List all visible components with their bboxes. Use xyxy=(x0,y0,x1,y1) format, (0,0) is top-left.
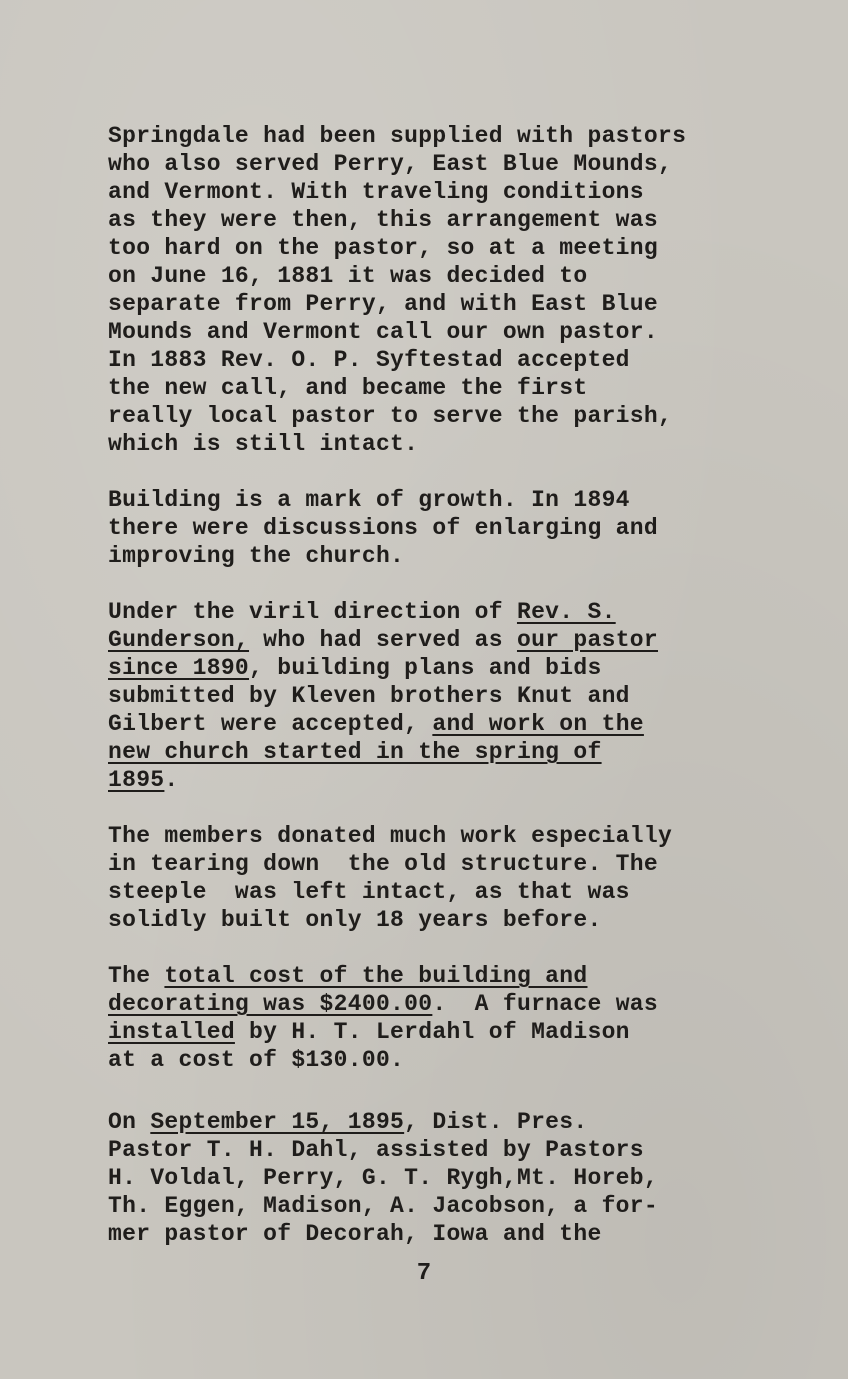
text-line: installed by H. T. Lerdahl of Madison xyxy=(108,1019,630,1045)
text-line: submitted by Kleven brothers Knut and xyxy=(108,683,630,709)
underlined-text: total cost of the building and xyxy=(164,963,588,989)
text-line: mer pastor of Decorah, Iowa and the xyxy=(108,1221,602,1247)
text-line: Pastor T. H. Dahl, assisted by Pastors xyxy=(108,1137,644,1163)
text-line: Gunderson, who had served as our pastor xyxy=(108,627,659,653)
text-line: separate from Perry, and with East Blue xyxy=(108,291,658,317)
text-line: The total cost of the building and xyxy=(108,963,588,989)
text-line: who also served Perry, East Blue Mounds, xyxy=(108,151,673,177)
text-line: solidly built only 18 years before. xyxy=(108,907,602,933)
underlined-text: and work on the xyxy=(432,711,644,737)
paragraph-6 xyxy=(108,1108,788,1248)
underlined-text: installed xyxy=(108,1019,235,1045)
paragraph-3 xyxy=(108,598,788,794)
text-line: Gilbert were accepted, and work on the xyxy=(108,711,644,737)
text-line: and Vermont. With traveling conditions xyxy=(108,179,644,205)
underlined-text: 1895 xyxy=(108,767,165,793)
text-line: the new call, and became the first xyxy=(108,375,588,401)
paragraph-5 xyxy=(108,962,788,1074)
text-line: Springdale had been supplied with pastors xyxy=(108,123,687,149)
text-line: really local pastor to serve the parish, xyxy=(108,403,673,429)
underlined-text: September 15, 1895 xyxy=(150,1109,405,1135)
paragraph-1 xyxy=(108,122,788,458)
text-line: Under the viril direction of Rev. S. xyxy=(108,599,616,625)
text-line: in tearing down the old structure. The xyxy=(108,851,658,877)
text-line: too hard on the pastor, so at a meeting xyxy=(108,235,658,261)
paragraph-gap xyxy=(108,934,788,962)
text-line: there were discussions of enlarging and xyxy=(108,515,658,541)
text-line: at a cost of $130.00. xyxy=(108,1047,405,1073)
paragraph-gap xyxy=(108,1074,788,1102)
paragraph-gap xyxy=(108,458,788,486)
paragraph-gap xyxy=(108,794,788,822)
text-line: On September 15, 1895, Dist. Pres. xyxy=(108,1109,588,1135)
underlined-text: Rev. S. xyxy=(516,599,616,625)
typewritten-text xyxy=(108,122,788,1248)
paragraph-4 xyxy=(108,822,788,934)
paragraph-2 xyxy=(108,486,788,570)
text-line: Building is a mark of growth. In 1894 xyxy=(108,487,630,513)
underlined-text: decorating was $2400.00 xyxy=(108,991,433,1017)
text-line xyxy=(108,738,788,766)
text-line: since 1890, building plans and bids xyxy=(108,655,602,681)
text-line: 1895. xyxy=(108,767,179,793)
text-line: Mounds and Vermont call our own pastor. xyxy=(108,319,658,345)
text-line: steeple was left intact, as that was xyxy=(108,879,630,905)
paragraph-gap xyxy=(108,570,788,598)
underlined-text: our pastor xyxy=(516,627,659,653)
underlined-text: Gunderson, xyxy=(108,627,250,653)
text-line: as they were then, this arrangement was xyxy=(108,207,658,233)
text-line: improving the church. xyxy=(108,543,405,569)
text-line: In 1883 Rev. O. P. Syftestad accepted xyxy=(108,347,630,373)
text-line: The members donated much work especially xyxy=(108,823,673,849)
text-line: decorating was $2400.00. A furnace was xyxy=(108,991,658,1017)
underlined-text: new church started in the spring of xyxy=(108,739,602,765)
page-number: 7 xyxy=(416,1260,432,1287)
text-line: H. Voldal, Perry, G. T. Rygh,Mt. Horeb, xyxy=(108,1165,658,1191)
text-line: on June 16, 1881 it was decided to xyxy=(108,263,588,289)
text-line: which is still intact. xyxy=(108,431,419,457)
underlined-text: since 1890 xyxy=(108,655,250,681)
text-line: Th. Eggen, Madison, A. Jacobson, a for- xyxy=(108,1193,658,1219)
